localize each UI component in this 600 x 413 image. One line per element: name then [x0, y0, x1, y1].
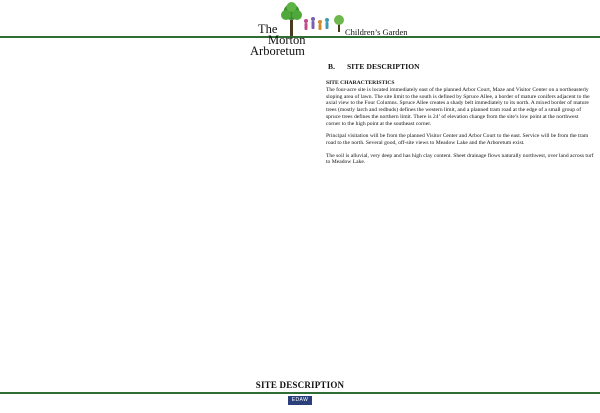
logo-line-the: The	[258, 22, 278, 36]
childrens-garden-label: Children’s Garden	[345, 27, 408, 37]
paragraph-site-location: The four-acre site is located immediately east of the planned Arbor Court, Maze and Visitor Center on a northeasterly sloping area of lawn. The site limit to the south is defined by Spruce Allee, a border of mature conifers adjacent to the axial view to the Four Columns. Spruce Allee creates a shady belt immediately to its north. A mixed border of mature trees (mostly larch and redbuds) defines the western limit, and a planned tram road at the edge of a small group of spruce trees defines the northern limit. There is 24’ of elevation change from the site’s low point at the northwest corner to the high point at the southeast corner.	[326, 87, 590, 127]
section-title: SITE DESCRIPTION	[347, 62, 420, 71]
section-heading	[328, 62, 594, 71]
edaw-logo: EDAW	[288, 396, 312, 405]
footer-rule	[0, 392, 600, 394]
subsection-heading: SITE CHARACTERISTICS	[326, 80, 395, 86]
section-number: B.	[328, 62, 336, 71]
arboretum-logo	[244, 2, 354, 58]
paragraph-visitation: Principal visitation will be from the planned Visitor Center and Arbor Court to the east. Service will be from the tram road to the north. Several good, off-site views to Meadow Lake and the Arboretum exist.	[326, 133, 589, 146]
main-content	[326, 62, 594, 172]
footer-title: SITE DESCRIPTION	[255, 380, 345, 390]
paragraph-soil: The soil is alluvial, very deep and has high clay content. Sheet drainage flows naturally northwest, over land across turf to Meadow Lake.	[326, 152, 594, 166]
logo-line-morton: Morton	[268, 33, 306, 47]
logo-line-arboretum: Arboretum	[250, 44, 305, 58]
logo-wordmark	[244, 24, 344, 57]
